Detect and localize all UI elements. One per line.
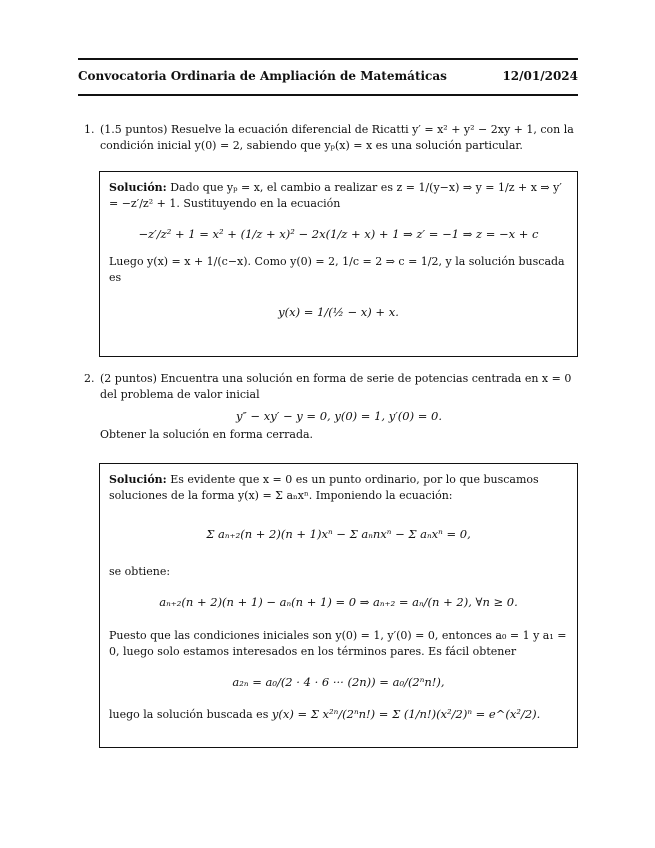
solution-2-intro: Es evidente que x = 0 es un punto ordinario, por lo que buscamos soluciones de la forma y(x) = Σ aₙxⁿ. Imponiendo la ecuación: [109, 473, 539, 502]
solution-2-eq1: Σ aₙ₊₂(n + 2)(n + 1)xⁿ − Σ aₙnxⁿ − Σ aₙxⁿ = 0, [206, 527, 471, 541]
problem-2-ivp: y″ − xy′ − y = 0, y(0) = 1, y′(0) = 0. [235, 409, 443, 423]
solution-2-conditions: Puesto que las condiciones iniciales son y(0) = 1, y′(0) = 0, entonces a₀ = 1 y a₁ = 0, luego solo estamos interesados en los términos pares. Es fácil obtener [109, 629, 567, 658]
header-top-rule [78, 58, 578, 60]
problem-1-text: (1.5 puntos) Resuelve la ecuación diferencial de Ricatti y′ = x² + y² − 2xy + 1, con la condición inicial y(0) = 2, sabiendo que yₚ(x) = x es una solución particular. [100, 123, 574, 152]
solution-1-box [99, 171, 578, 357]
solution-2-box [99, 463, 578, 748]
solution-2-obtains: se obtiene: [109, 565, 171, 578]
exam-date: 12/01/2024 [502, 69, 578, 83]
problem-1 [78, 122, 578, 154]
solution-1-intro: Dado que yₚ = x, el cambio a realizar es z = 1/(y−x) ⇒ y = 1/z + x ⇒ y′ = −z′/z² + 1. Sustituyendo en la ecuación [109, 181, 562, 210]
problem-2-number: 2. [84, 372, 95, 385]
solution-2-final-eq: y(x) = Σ x²ⁿ/(2ⁿn!) = Σ (1/n!)(x²/2)ⁿ = e^(x²/2). [271, 707, 541, 721]
problem-2-text: (2 puntos) Encuentra una solución en forma de serie de potencias centrada en x = 0 del problema de valor inicial [100, 372, 572, 401]
solution-1-equation: −z′/z² + 1 = x² + (1/z + x)² − 2x(1/z + x) + 1 ⇒ z′ = −1 ⇒ z = −x + c [138, 227, 539, 241]
solution-2-eq3: a₂ₙ = a₀/(2 · 4 · 6 ··· (2n)) = a₀/(2ⁿn!), [232, 675, 445, 689]
solution-1-then: Luego y(x) = x + 1/(c−x). Como y(0) = 2, 1/c = 2 ⇒ c = 1/2, y la solución buscada es [109, 255, 565, 284]
solution-2-final-text: luego la solución buscada es [109, 708, 269, 721]
problem-2-closed-form: Obtener la solución en forma cerrada. [100, 428, 314, 441]
problem-1-number: 1. [84, 123, 95, 136]
solution-1-label: Solución: [109, 181, 167, 194]
problem-2 [78, 371, 578, 443]
exam-title: Convocatoria Ordinaria de Ampliación de Matemáticas [78, 69, 447, 83]
solution-2-eq2: aₙ₊₂(n + 2)(n + 1) − aₙ(n + 1) = 0 ⇒ aₙ₊₂ = aₙ/(n + 2), ∀n ≥ 0. [159, 595, 518, 609]
solution-1-final: y(x) = 1/(½ − x) + x. [278, 305, 399, 319]
solution-2-label: Solución: [109, 473, 167, 486]
header-bottom-rule [78, 94, 578, 96]
